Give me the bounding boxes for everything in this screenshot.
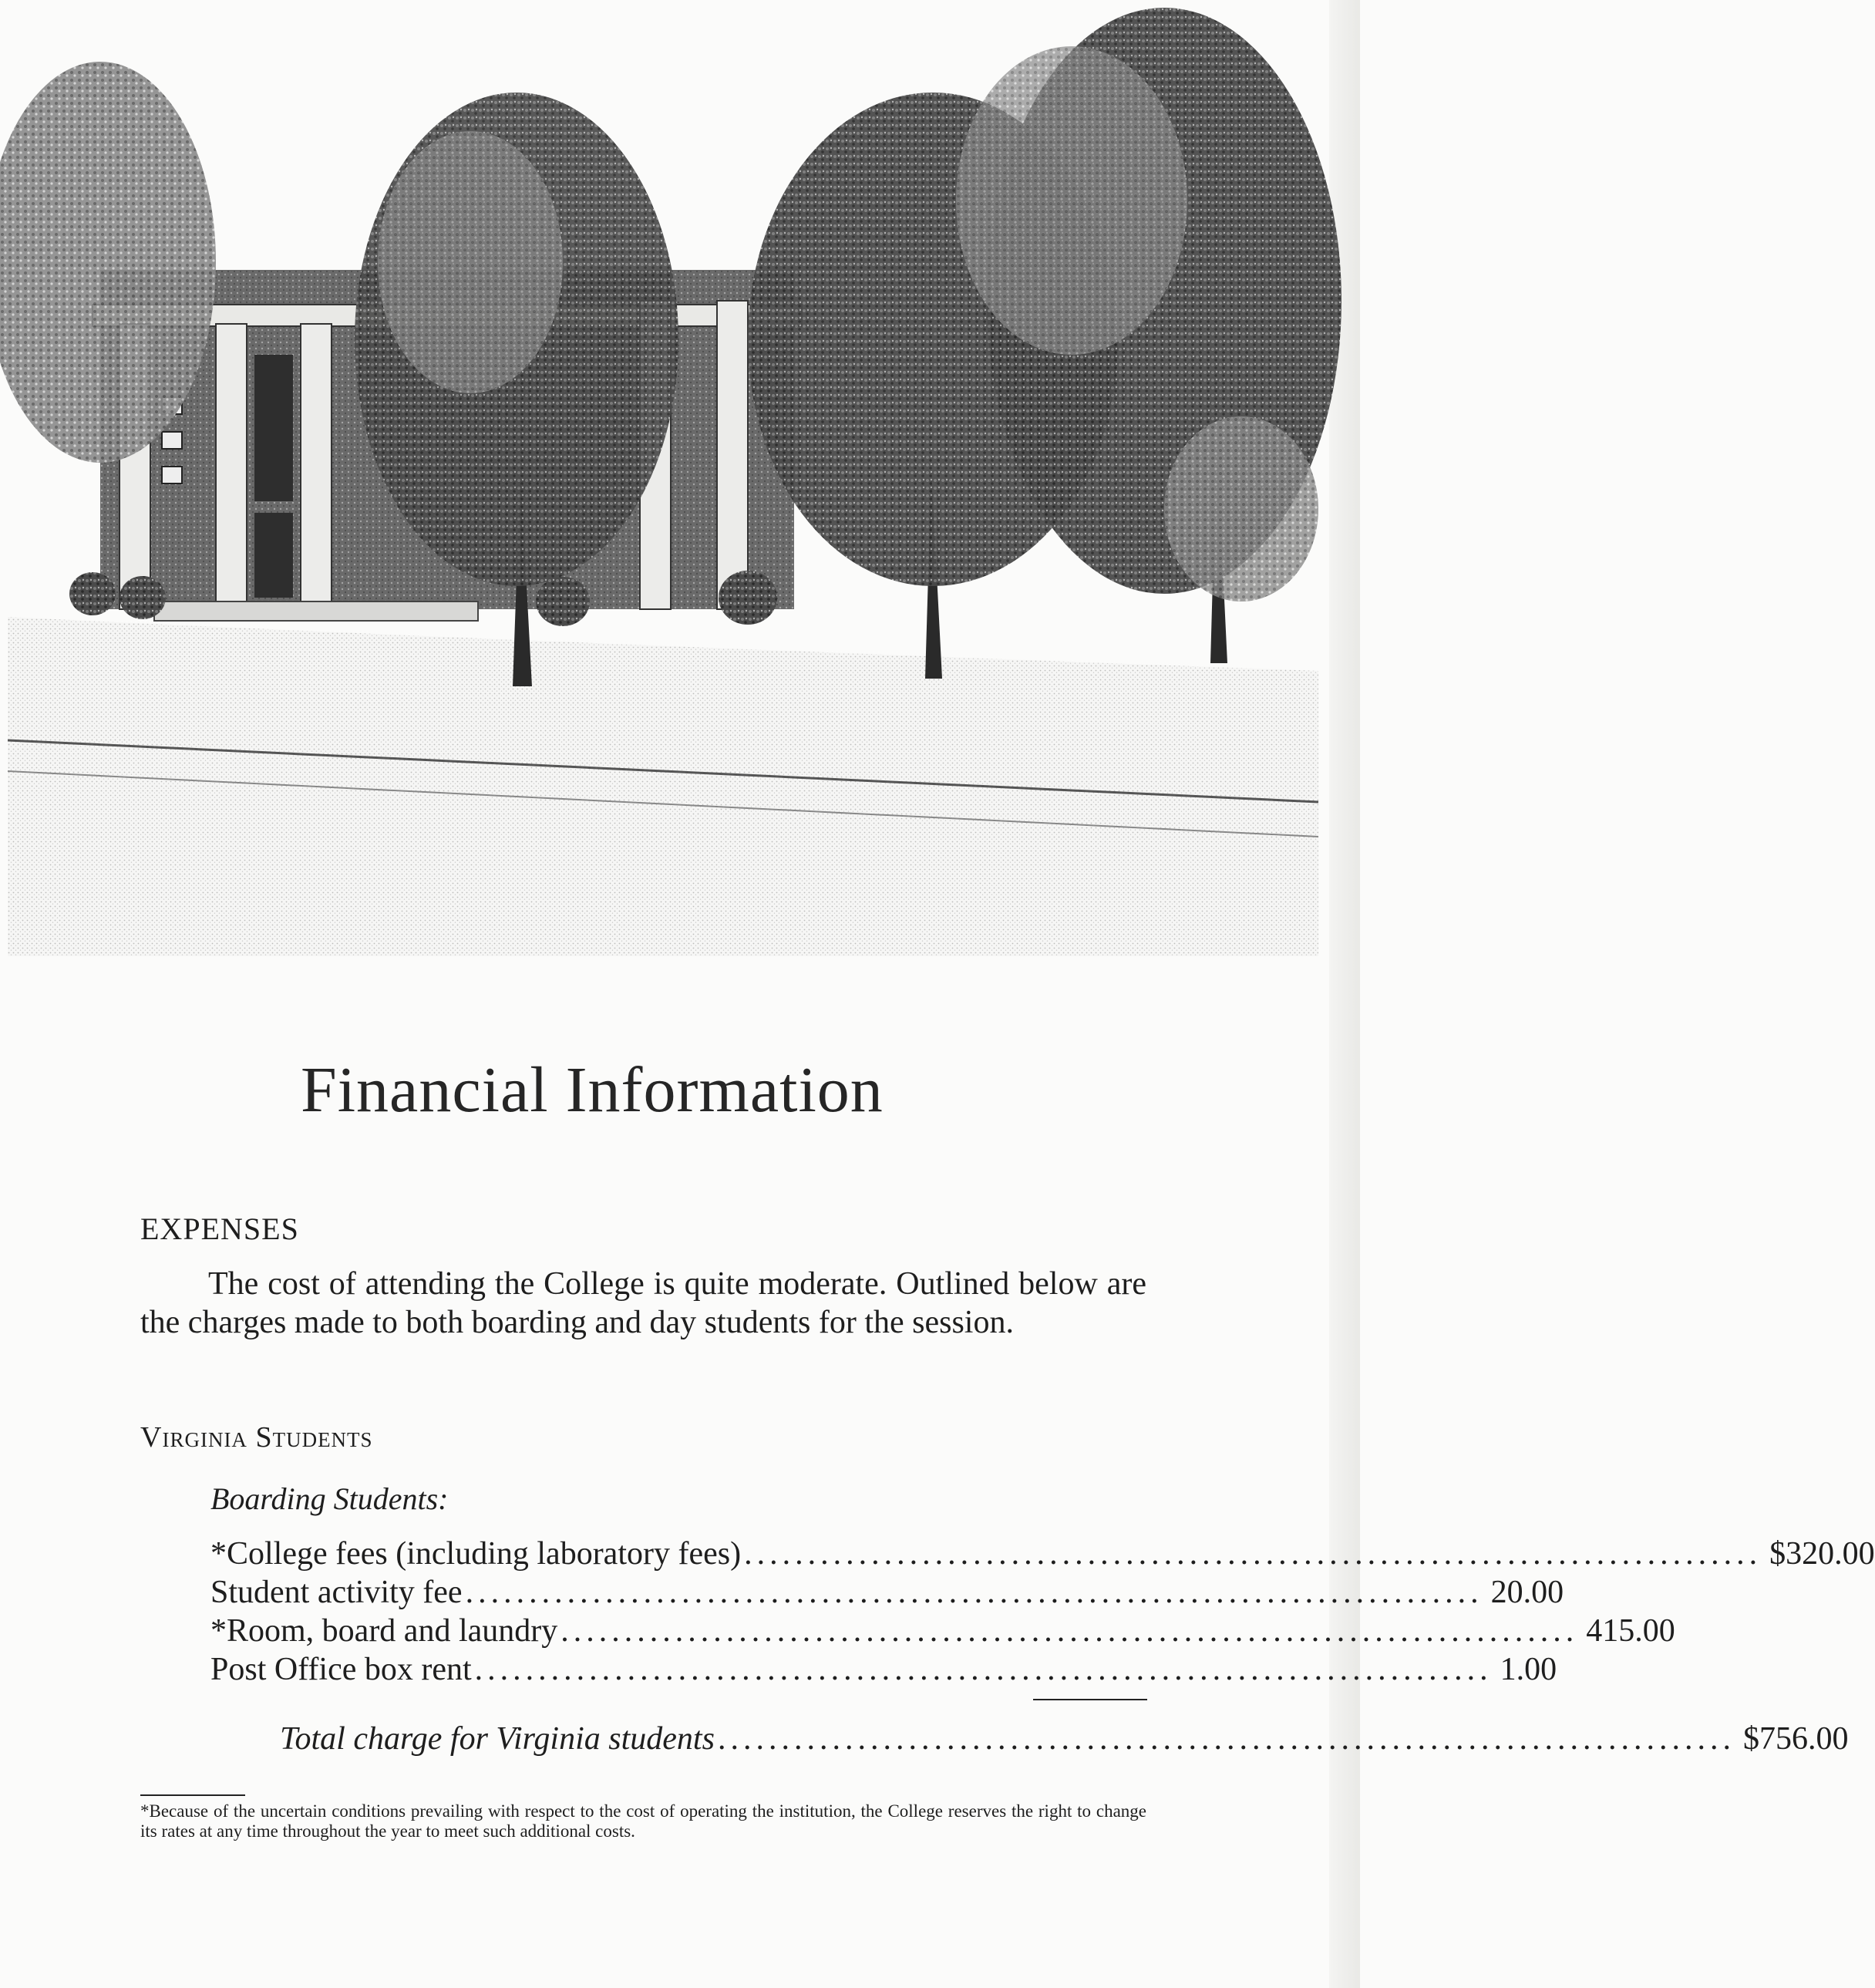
fee-label: Student activity fee xyxy=(210,1575,463,1610)
dot-leader: ................................................................................ xyxy=(474,1652,1493,1687)
virginia-students-heading xyxy=(140,1420,373,1454)
expenses-heading: EXPENSES xyxy=(140,1211,299,1246)
campus-building-illustration xyxy=(8,8,1318,956)
total-label: Total charge for Virginia students xyxy=(280,1721,715,1757)
virginia-heading-initial: V xyxy=(140,1421,163,1454)
total-fee-row xyxy=(280,1720,1849,1758)
expenses-intro-paragraph: The cost of attending the College is quite moderate. Outlined below are the charges made to both boarding and day students for the session. xyxy=(140,1266,1146,1340)
fee-amount: 1.00 xyxy=(1500,1652,1557,1687)
fee-row-post-office-box xyxy=(210,1650,1557,1689)
page-title: Financial Information xyxy=(301,1054,884,1126)
students-heading-rest: tudents xyxy=(272,1421,373,1454)
total-row xyxy=(280,1720,1849,1758)
virginia-heading-rest: irginia xyxy=(162,1421,256,1454)
fee-amount: 415.00 xyxy=(1586,1613,1675,1649)
students-heading-initial: S xyxy=(255,1421,273,1454)
fee-row-student-activity xyxy=(210,1573,1564,1612)
fee-label: *Room, board and laundry xyxy=(210,1613,558,1649)
dot-leader: ................................................................................ xyxy=(465,1575,1483,1610)
fee-amount: 20.00 xyxy=(1490,1575,1564,1610)
fee-row-room-board xyxy=(210,1612,1675,1650)
fee-label: *College fees (including laboratory fees) xyxy=(210,1536,742,1572)
fee-amount: $320.00 xyxy=(1769,1536,1875,1572)
total-amount: $756.00 xyxy=(1742,1721,1849,1757)
sum-rule xyxy=(1033,1699,1147,1700)
fee-row-college-fees xyxy=(210,1535,1875,1573)
dot-leader: ................................................................................ xyxy=(744,1536,1762,1572)
fee-label: Post Office box rent xyxy=(210,1652,472,1687)
footnote: *Because of the uncertain conditions prevailing with respect to the cost of operating the institution, the College reserves the right to change its rates at any time throughout the year to meet such additional costs. xyxy=(140,1801,1146,1841)
dot-leader: ................................................................................ xyxy=(717,1721,1735,1757)
dot-leader: ................................................................................ xyxy=(560,1613,1579,1649)
footnote-rule xyxy=(140,1794,245,1796)
fee-list xyxy=(210,1535,1875,1689)
boarding-students-heading: Boarding Students: xyxy=(210,1481,449,1516)
